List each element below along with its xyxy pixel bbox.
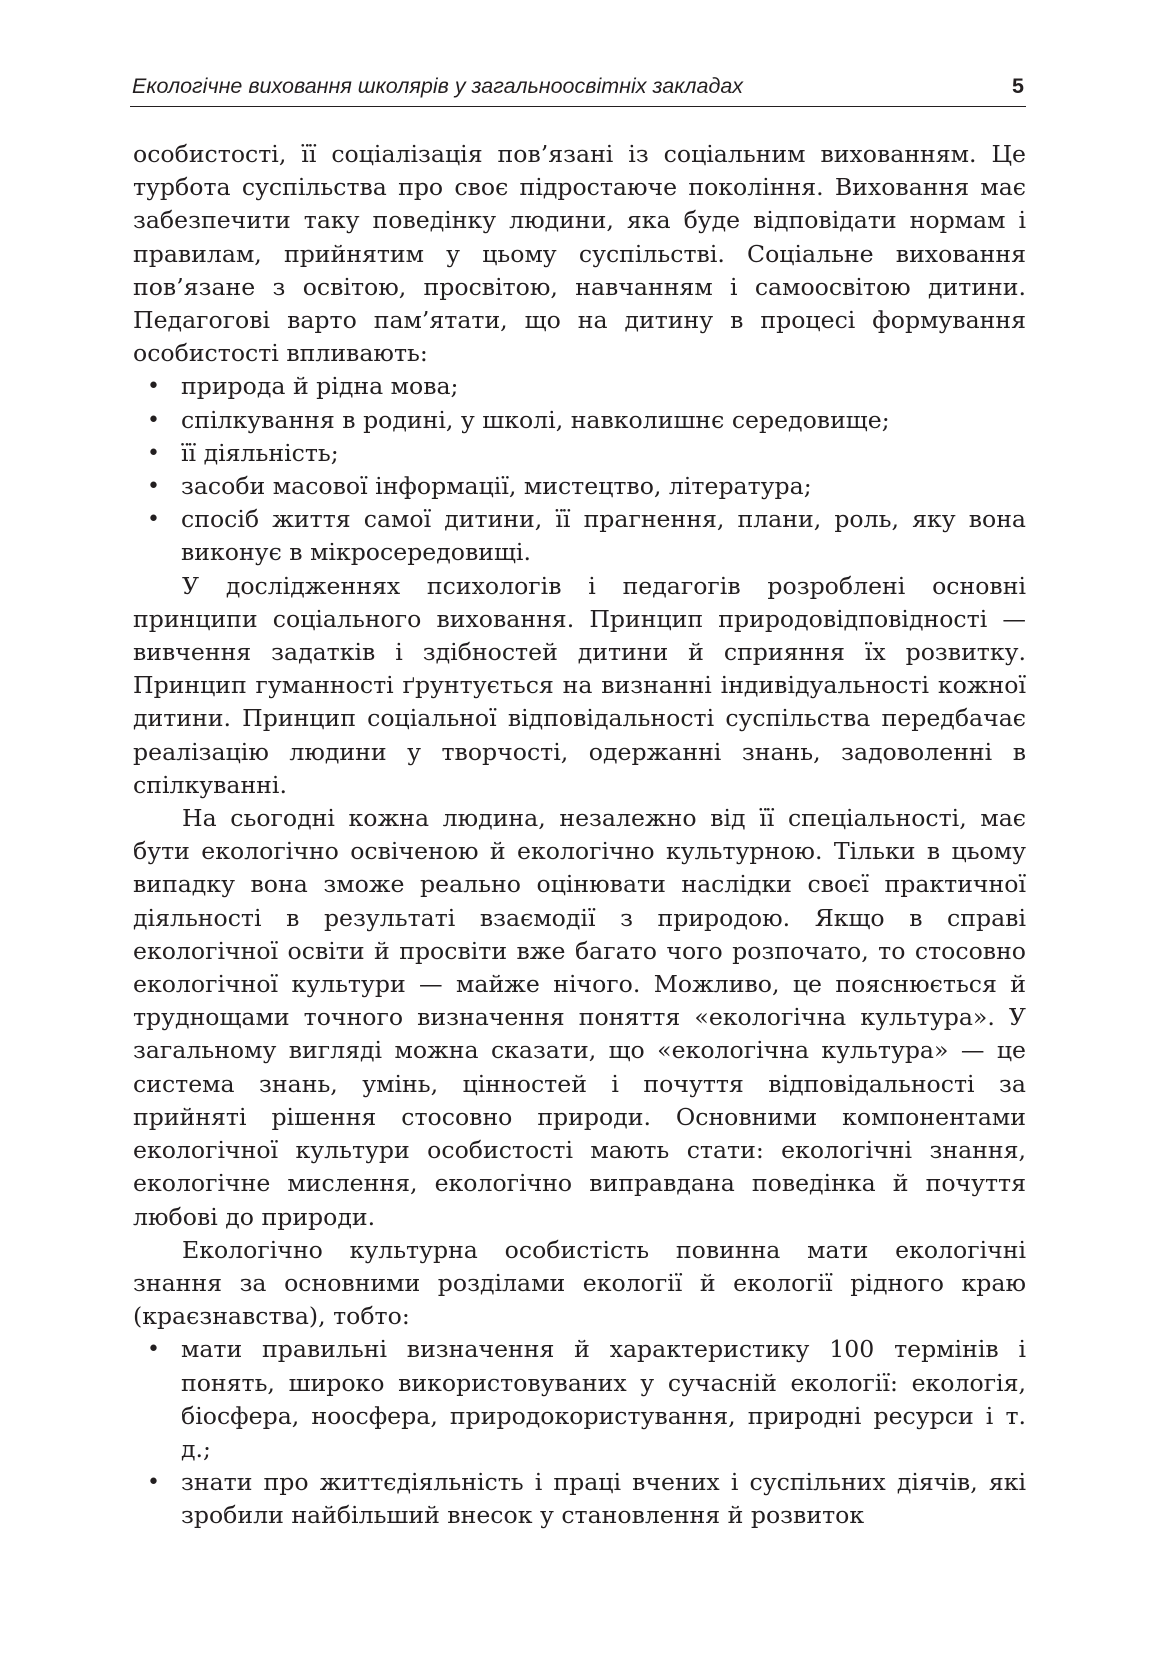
list-item: [133, 470, 1026, 503]
running-header-title: Екологічне виховання школярів у загальноосвітніх закладах: [132, 74, 744, 98]
bullet-icon: •: [147, 507, 160, 533]
bullet-icon: •: [147, 407, 160, 433]
paragraph-1: особистості, її соціалізація пов’язані із соціальним вихованням. Це турбота суспільства про своє підростаюче покоління. Виховання має забезпечити таку поведінку людини, яка буде відповідати нормам і правилам, прийнятим у цьому суспільстві. Соціальне виховання пов’язане з освітою, просвітою, навчанням і самоосвітою дитини. Педагогові варто пам’ятати, що на дитину в процесі формування особистості впливають:: [133, 140, 1026, 368]
page-body: [133, 138, 1026, 1533]
list-item: [133, 437, 1026, 470]
list-item: [133, 1466, 1026, 1532]
list-item: [133, 1333, 1026, 1466]
list-item-text: засоби масової інформації, мистецтво, література;: [181, 472, 812, 501]
list-item: [133, 503, 1026, 569]
bullet-icon: •: [147, 440, 160, 466]
running-header: [130, 74, 1026, 107]
list-item-text: її діяльність;: [181, 438, 339, 467]
bullet-list-influences: [133, 370, 1026, 569]
list-item-text: спілкування в родині, у школі, навколишнє середовище;: [181, 405, 890, 434]
list-item: [133, 404, 1026, 437]
paragraph-3: На сьогодні кожна людина, незалежно від її спеціальності, має бути екологічно освіченою й екологічно культурною. Тільки в цьому випадку вона зможе реально оцінювати наслідки своєї практичної діяльності в результаті взаємодії з природою. Якщо в справі екологічної освіти й просвіти вже багато чого розпочато, то стосовно екологічної культури — майже нічого. Можливо, це пояснюється й труднощами точного визначення поняття «екологічна культура». У загальному вигляді можна сказати, що «екологічна культура» — це система знань, умінь, цінностей і почуття відповідальності за прийняті рішення стосовно природи. Основними компонентами екологічної культури особистості мають стати: екологічні знання, екологічне мислення, екологічно виправдана поведінка й почуття любові до природи.: [133, 804, 1026, 1231]
list-item-text: природа й рідна мова;: [181, 372, 459, 401]
bullet-icon: •: [147, 374, 160, 400]
page-number: 5: [1012, 74, 1024, 98]
bullet-list-knowledge: [133, 1333, 1026, 1532]
paragraph-4: Екологічно культурна особистість повинна мати екологічні знання за основними розділами екології й екології рідного краю (краєзнавства), тобто:: [133, 1235, 1026, 1331]
bullet-icon: •: [147, 1337, 160, 1363]
bullet-icon: •: [147, 474, 160, 500]
list-item-text: знати про життєдіяльність і праці вчених і суспільних діячів, які зробили найбільший внесок у становлення й розвиток: [181, 1468, 1026, 1530]
list-item-text: спосіб життя самої дитини, її прагнення, плани, роль, яку вона виконує в мікросередовищі.: [181, 505, 1026, 567]
bullet-icon: •: [147, 1470, 160, 1496]
list-item: [133, 370, 1026, 403]
list-item-text: мати правильні визначення й характеристику 100 термінів і понять, широко використовуваних у сучасній екології: екологія, біосфера, ноосфера, природокористування, природні ресурси і т. д.;: [181, 1335, 1026, 1463]
paragraph-2: У дослідженнях психологів і педагогів розроблені основні принципи соціального виховання. Принцип природовідповідності — вивчення задатків і здібностей дитини й сприяння їх розвитку. Принцип гуманності ґрунтується на визнанні індивідуальності кожної дитини. Принцип соціальної відповідальності суспільства передбачає реалізацію людини у творчості, одержанні знань, задоволенні в спілкуванні.: [133, 571, 1026, 799]
